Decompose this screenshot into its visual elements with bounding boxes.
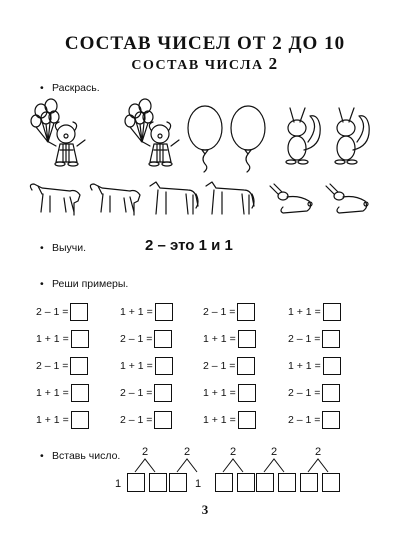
task-solve-text: Реши примеры. — [52, 278, 129, 290]
task-learn-text: Выучи. — [52, 242, 87, 254]
example-expression: 1 + 1 = — [203, 332, 236, 345]
example-expression: 1 + 1 = — [36, 332, 69, 345]
tree-given-part: 1 — [195, 478, 202, 490]
tree-total: 2 — [184, 446, 191, 458]
task-color-text: Раскрась. — [52, 82, 100, 94]
subtitle-number: 2 — [268, 54, 279, 73]
example-expression: 2 – 1 = — [36, 305, 69, 318]
bullet: • — [40, 450, 44, 462]
example-expression: 1 + 1 = — [203, 386, 236, 399]
example-expression: 2 – 1 = — [203, 359, 236, 372]
tree-given-part: 1 — [115, 478, 122, 490]
subtitle-text: СОСТАВ ЧИСЛА — [131, 58, 264, 73]
example-expression: 2 – 1 = — [120, 332, 153, 345]
example-expression: 2 – 1 = — [120, 386, 153, 399]
tree-branch-lines — [308, 459, 328, 472]
example-expression: 2 – 1 = — [36, 359, 69, 372]
bullet: • — [40, 82, 44, 94]
page-number: 3 — [201, 502, 209, 517]
example-expression: 1 + 1 = — [120, 359, 153, 372]
answer-box[interactable] — [322, 473, 340, 492]
page-title: СОСТАВ ЧИСЕЛ ОТ 2 ДО 10 — [64, 33, 346, 54]
example-expression: 2 – 1 = — [288, 413, 321, 426]
example-expression: 2 – 1 = — [120, 413, 153, 426]
example-expression: 2 – 1 = — [288, 332, 321, 345]
tree-total: 2 — [271, 446, 278, 458]
example-expression: 2 – 1 = — [288, 386, 321, 399]
tree-total: 2 — [142, 446, 149, 458]
bullet: • — [40, 278, 44, 290]
example-expression: 1 + 1 = — [36, 386, 69, 399]
bullet: • — [40, 242, 44, 254]
example-expression: 1 + 1 = — [288, 359, 321, 372]
tree-total: 2 — [315, 446, 322, 458]
answer-box[interactable] — [300, 473, 318, 492]
task-insert-text: Вставь число. — [52, 450, 121, 462]
example-expression: 1 + 1 = — [288, 305, 321, 318]
example-expression: 1 + 1 = — [203, 413, 236, 426]
tree-total: 2 — [230, 446, 237, 458]
example-expression: 1 + 1 = — [120, 305, 153, 318]
example-expression: 1 + 1 = — [36, 413, 69, 426]
number-rule: 2 – это 1 и 1 — [145, 237, 233, 254]
example-expression: 2 – 1 = — [203, 305, 236, 318]
